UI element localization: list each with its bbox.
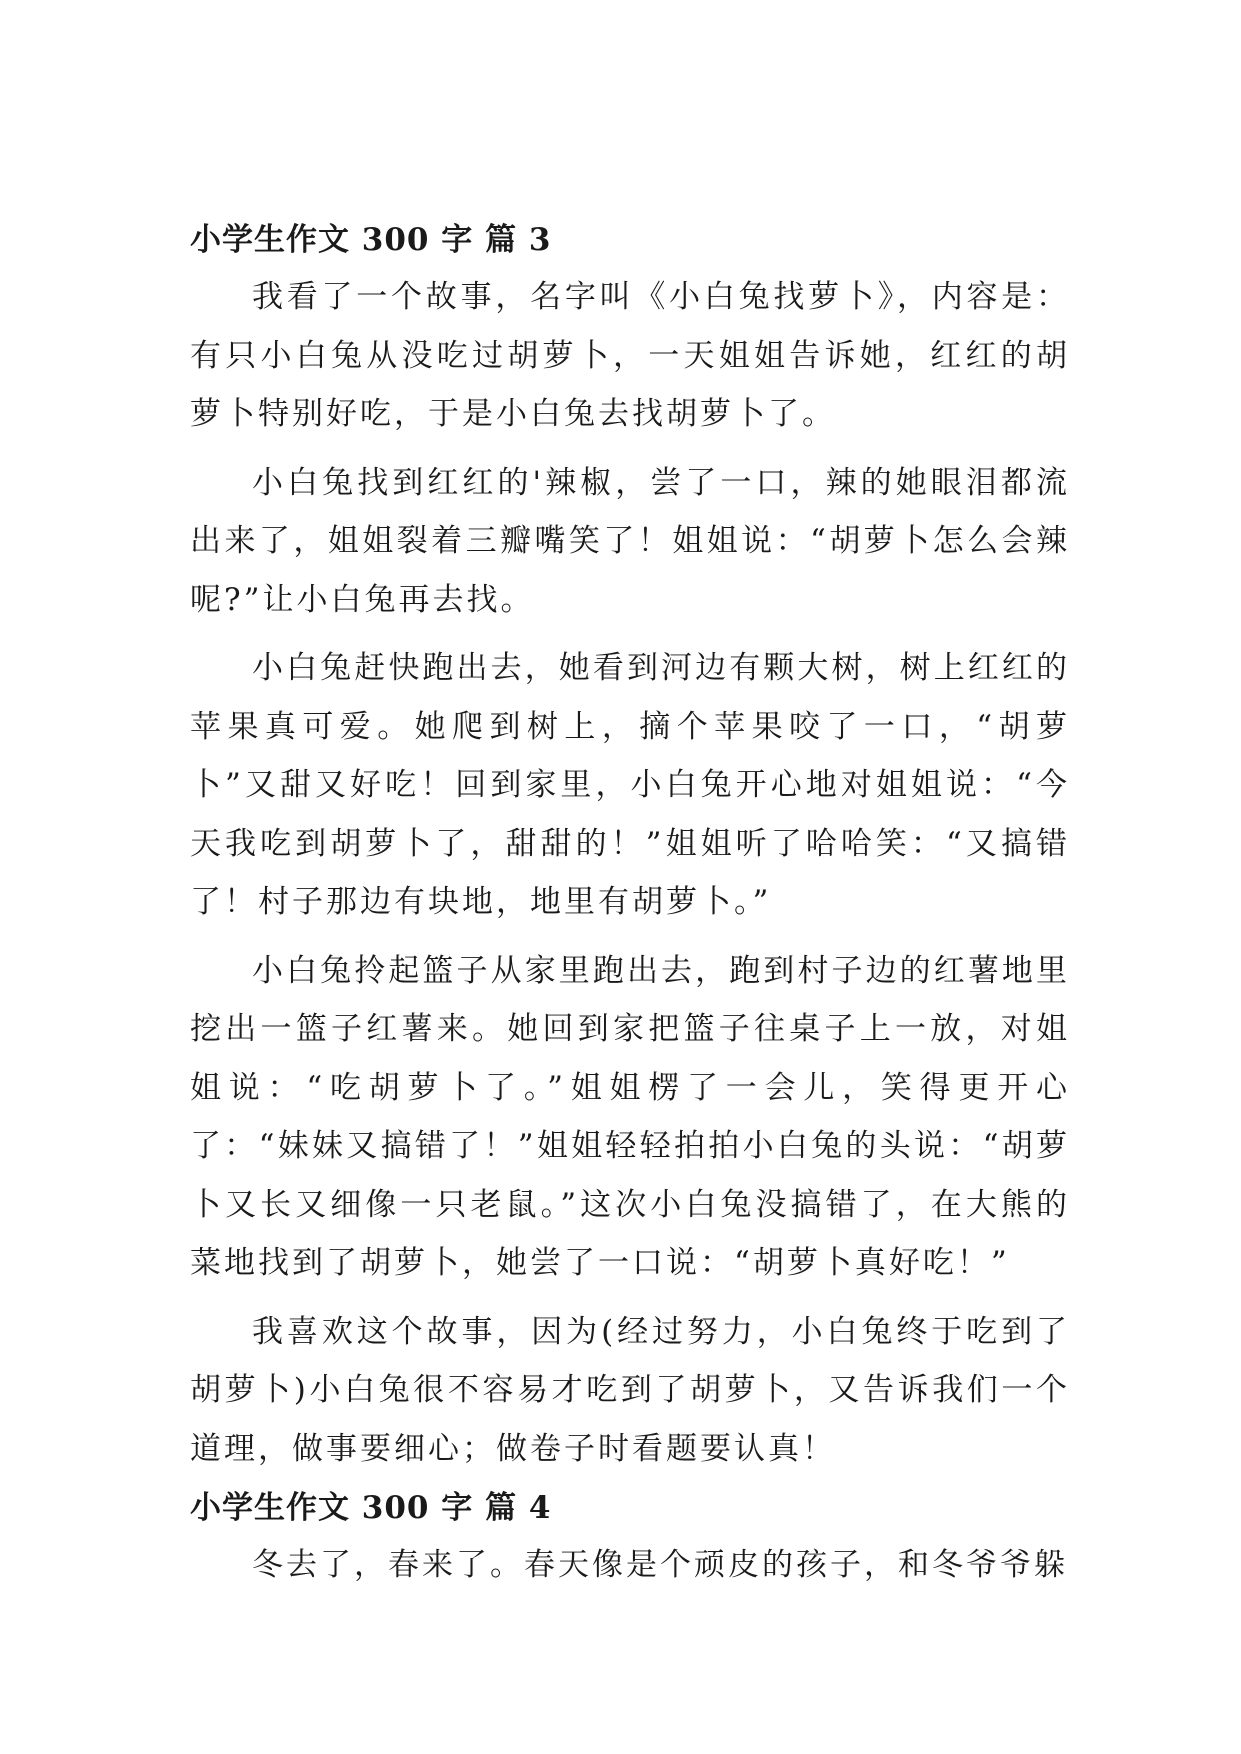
essay-3-paragraph-1: 我看了一个故事，名字叫《小白兔找萝卜》，内容是：有只小白兔从没吃过胡萝卜，一天姐姐告诉她，红红的胡萝卜特别好吃，于是小白兔去找胡萝卜了。 <box>190 279 1070 432</box>
essay-3-paragraph-3: 小白兔赶快跑出去，她看到河边有颗大树，树上红红的苹果真可爱。她爬到树上，摘个苹果咬了一口，“胡萝卜”又甜又好吃！回到家里，小白兔开心地对姐姐说：“今天我吃到胡萝卜了，甜甜的！”姐姐听了哈哈笑：“又搞错了！村子那边有块地，地里有胡萝卜。” <box>190 650 1070 920</box>
essay-3-paragraph-4: 小白兔拎起篮子从家里跑出去，跑到村子边的红薯地里挖出一篮子红薯来。她回到家把篮子往桌子上一放，对姐姐说：“吃胡萝卜了。”姐姐楞了一会儿，笑得更开心了：“妹妹又搞错了！”姐姐轻轻拍拍小白兔的头说：“胡萝卜又长又细像一只老鼠。”这次小白兔没搞错了，在大熊的菜地找到了胡萝卜，她尝了一口说：“胡萝卜真好吃！” <box>190 952 1070 1281</box>
essay-heading-4: 小学生作文 300 字 篇 4 <box>190 1490 552 1526</box>
essay-heading-3: 小学生作文 300 字 篇 3 <box>190 222 552 258</box>
essay-4-paragraph-1: 冬去了，春来了。春天像是个顽皮的孩子，和冬爷爷躲 <box>252 1547 1068 1583</box>
essay-content <box>190 220 1070 1605</box>
essay-3-paragraph-5: 我喜欢这个故事，因为(经过努力，小白兔终于吃到了胡萝卜)小白兔很不容易才吃到了胡萝卜，又告诉我们一个道理，做事要细心；做卷子时看题要认真！ <box>190 1313 1070 1467</box>
essay-3-paragraph-2: 小白兔找到红红的'辣椒，尝了一口，辣的她眼泪都流出来了，姐姐裂着三瓣嘴笑了！姐姐说：“胡萝卜怎么会辣呢?”让小白兔再去找。 <box>190 464 1070 618</box>
